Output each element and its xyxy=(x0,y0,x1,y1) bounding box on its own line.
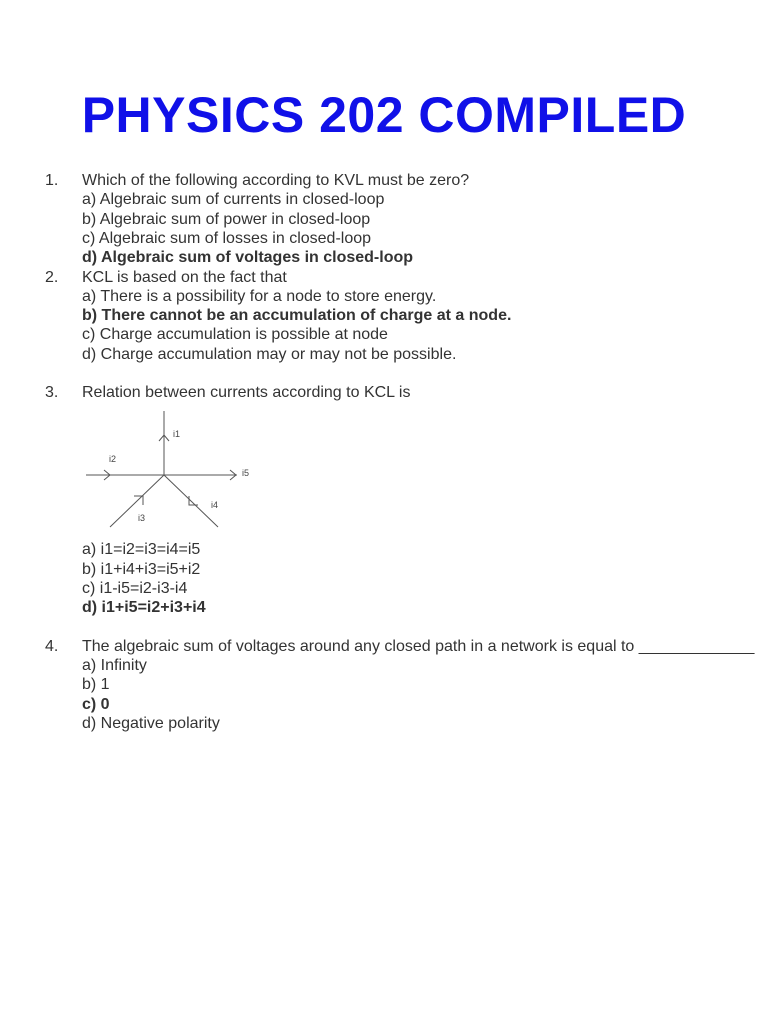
question-text: Which of the following according to KVL must be zero? xyxy=(82,172,470,189)
arrow-i3-icon xyxy=(134,496,143,505)
option-a: a) i1=i2=i3=i4=i5 xyxy=(82,541,201,558)
question-text: KCL is based on the fact that xyxy=(82,269,287,286)
option-b: b) 1 xyxy=(82,676,110,693)
option-d: d) Charge accumulation may or may not be possible. xyxy=(82,346,457,363)
option-d-answer: d) Algebraic sum of voltages in closed-loop xyxy=(82,249,414,266)
option-b: b) i1+i4+i3=i5+i2 xyxy=(82,561,201,578)
question-number: 3. xyxy=(45,384,59,401)
kcl-node-diagram xyxy=(82,408,262,533)
question-text: Relation between currents according to KCL is xyxy=(82,384,411,401)
label-i1: i1 xyxy=(173,429,181,439)
option-a: a) Algebraic sum of currents in closed-loop xyxy=(82,191,385,208)
branch-i4 xyxy=(164,475,218,527)
document-title: PHYSICS 202 COMPILED xyxy=(81,87,687,143)
question-number: 1. xyxy=(45,172,59,189)
option-c: c) i1-i5=i2-i3-i4 xyxy=(82,580,188,597)
option-d-answer: d) i1+i5=i2+i3+i4 xyxy=(82,599,206,616)
option-b: b) Algebraic sum of power in closed-loop xyxy=(82,211,371,228)
option-b-answer: b) There cannot be an accumulation of charge at a node. xyxy=(82,307,512,324)
branch-i3 xyxy=(110,475,164,527)
question-number: 4. xyxy=(45,638,59,655)
question-text: The algebraic sum of voltages around any closed path in a network is equal to _____________ xyxy=(82,638,755,655)
label-i2: i2 xyxy=(109,454,117,464)
option-c: c) Algebraic sum of losses in closed-loop xyxy=(82,230,372,247)
option-d: d) Negative polarity xyxy=(82,715,220,732)
label-i5: i5 xyxy=(242,468,250,478)
option-a: a) There is a possibility for a node to store energy. xyxy=(82,288,437,305)
option-c-answer: c) 0 xyxy=(82,696,110,713)
label-i4: i4 xyxy=(211,500,219,510)
label-i3: i3 xyxy=(138,513,146,523)
option-a: a) Infinity xyxy=(82,657,147,674)
option-c: c) Charge accumulation is possible at node xyxy=(82,326,388,343)
question-number: 2. xyxy=(45,269,59,286)
